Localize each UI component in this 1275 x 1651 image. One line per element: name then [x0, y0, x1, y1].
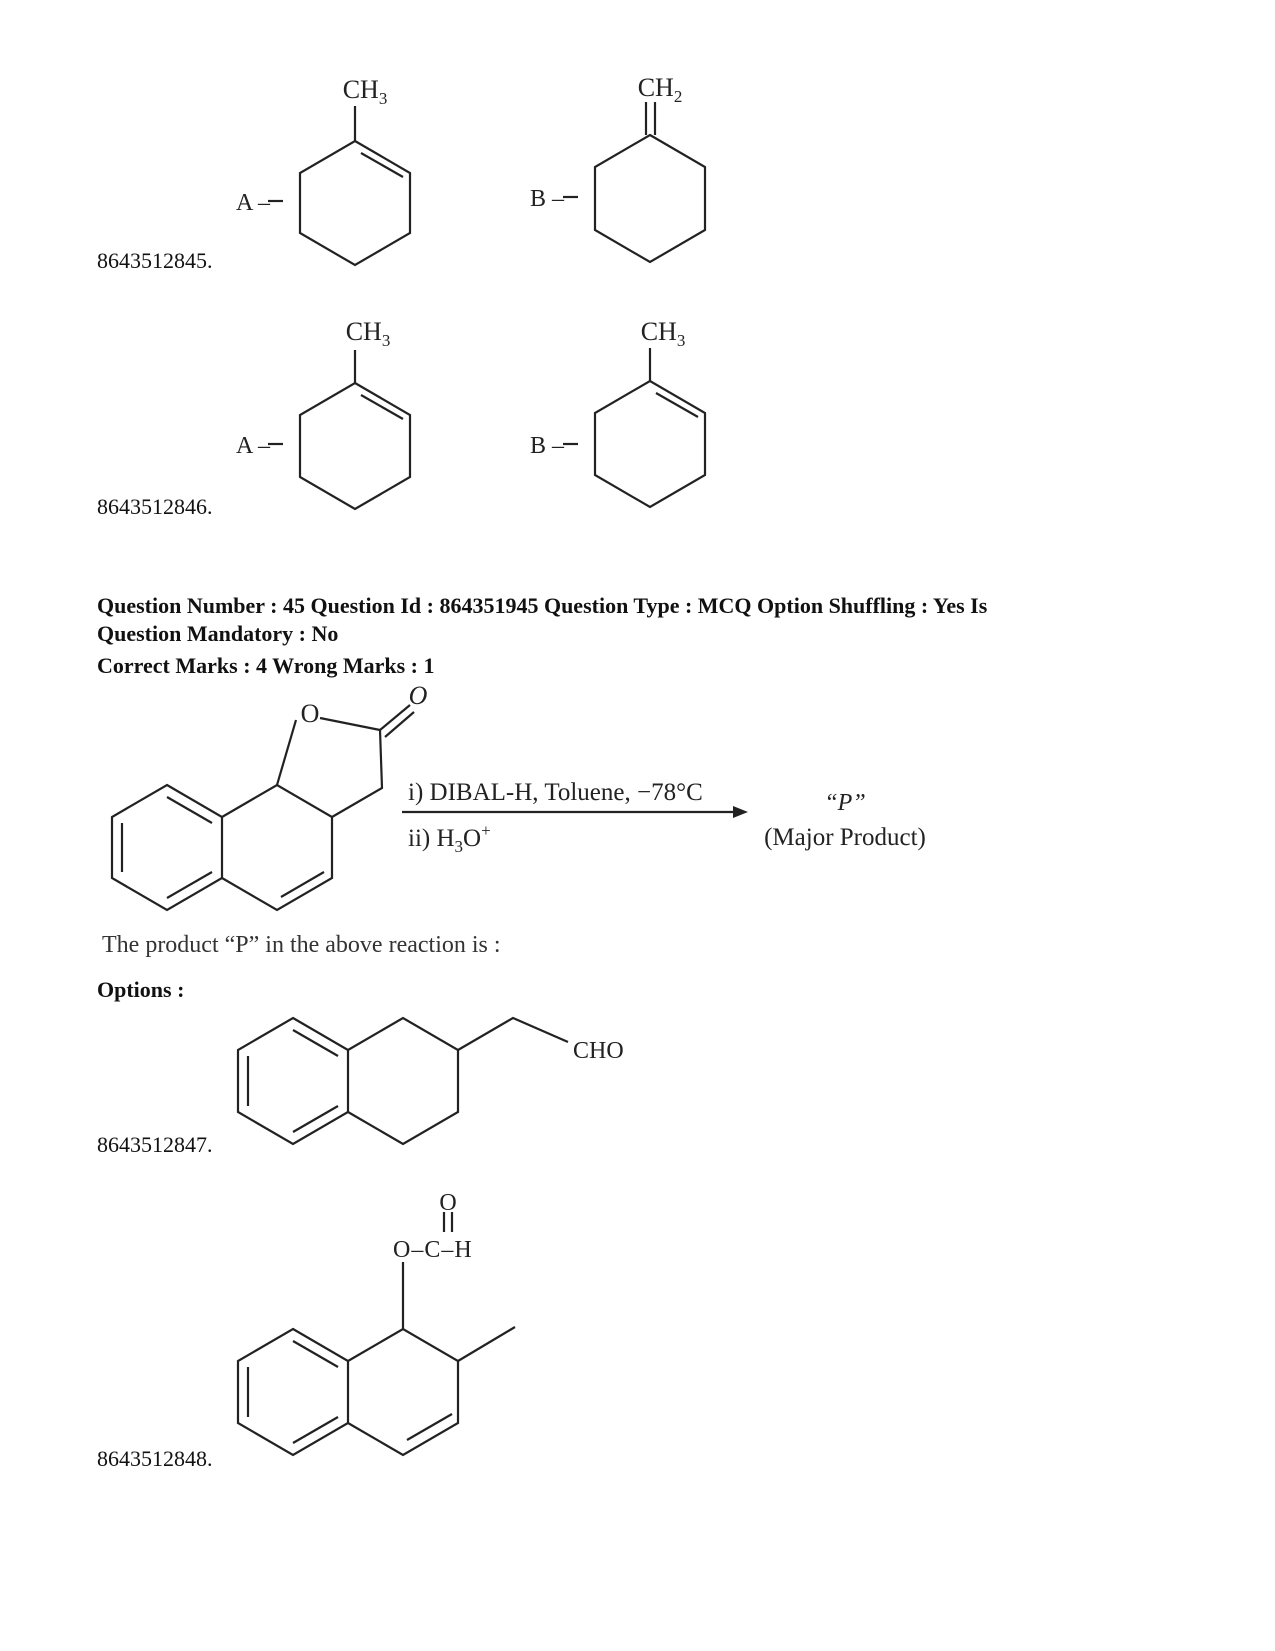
group-label: $CH_3$	[345, 317, 391, 350]
option-b-structure-1	[563, 102, 705, 262]
group-label: $CH_2$	[637, 73, 683, 106]
ring-oxygen-label: O	[300, 699, 320, 728]
aldehyde-group-label: CHO	[573, 1038, 624, 1064]
a-label: A –	[236, 190, 271, 216]
reaction-scheme	[0, 680, 1275, 920]
question-header	[97, 592, 1177, 680]
reagent-step-2: ii) $H_3O^+$	[408, 821, 491, 856]
question-header-line2: Question Mandatory : No	[97, 621, 339, 646]
carbonyl-oxygen-label: O	[408, 681, 428, 710]
group-label: $CH_3$	[342, 75, 388, 108]
option-id: 8643512845.	[97, 248, 213, 273]
option-b-structure-2	[563, 348, 705, 507]
prev-options-structures	[0, 0, 1275, 560]
reactant-structure	[112, 705, 414, 910]
reaction-arrow	[402, 806, 748, 818]
option-id: 8643512847.	[97, 1132, 213, 1157]
b-label: B –	[530, 186, 565, 212]
option-id: 8643512846.	[97, 494, 213, 519]
options-label: Options :	[97, 977, 185, 1002]
option-1-structure	[238, 1018, 568, 1144]
reagent-step-1: i) DIBAL-H, Toluene, −78°C	[408, 779, 703, 806]
formate-oxygen-label: O	[439, 1190, 457, 1216]
option-id: 8643512848.	[97, 1446, 213, 1471]
formate-chain-label: O–C–H	[393, 1237, 473, 1263]
option-a-structure-2	[268, 350, 410, 509]
option-2-structure	[238, 1212, 515, 1455]
product-label: “P”	[824, 790, 866, 816]
question-prompt: The product “P” in the above reaction is :	[102, 932, 501, 958]
question-header-line1: Question Number : 45 Question Id : 864351945 Question Type : MCQ Option Shuffling : Yes Is	[97, 593, 988, 618]
option-a-structure-1	[268, 106, 410, 265]
product-note: (Major Product)	[764, 824, 926, 851]
b-label: B –	[530, 433, 565, 459]
q45-options-structures	[0, 1000, 1275, 1480]
group-label: $CH_3$	[640, 317, 686, 350]
a-label: A –	[236, 433, 271, 459]
question-marks: Correct Marks : 4 Wrong Marks : 1	[97, 653, 435, 678]
